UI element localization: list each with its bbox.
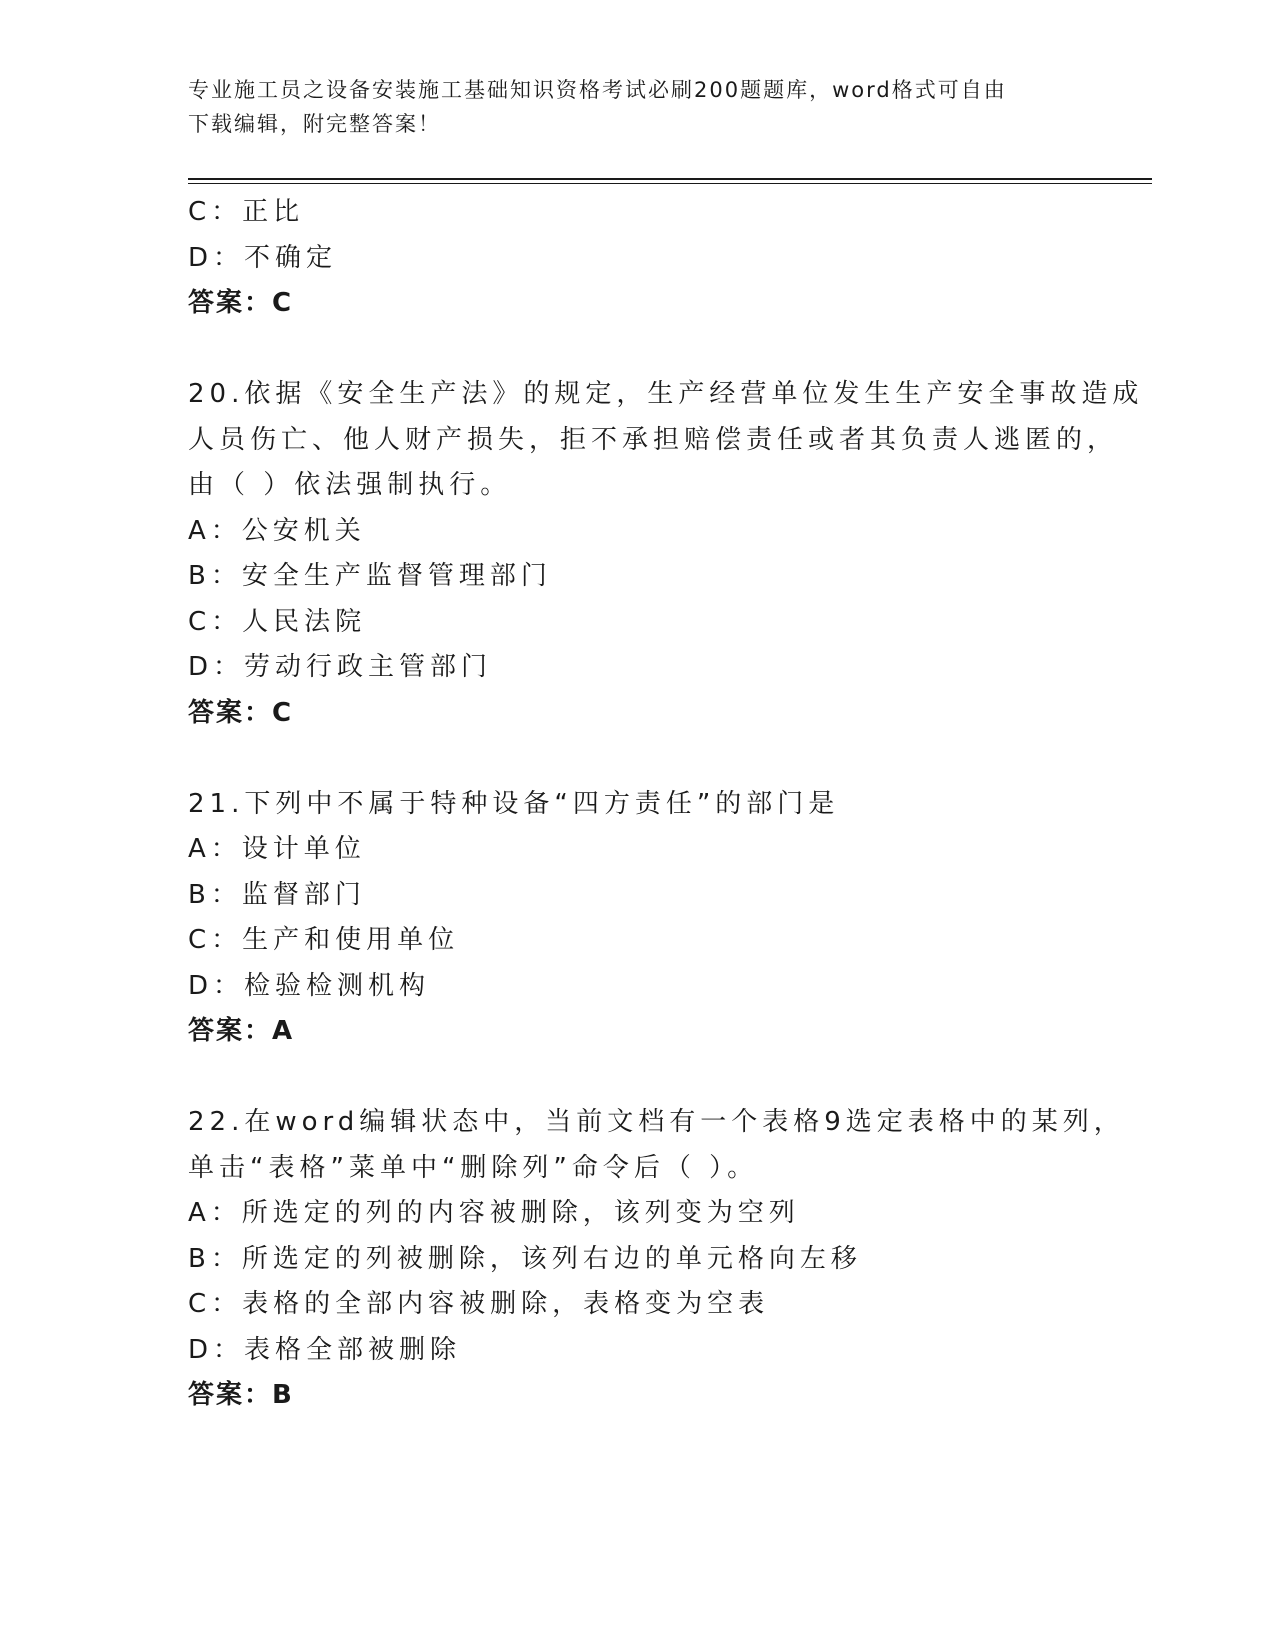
spacer (188, 1055, 1152, 1101)
option-a: A：设计单位 (188, 834, 366, 864)
question-21 (188, 782, 1152, 1055)
answer-line: 答案：B (188, 1380, 294, 1410)
answer-line: 答案：C (188, 697, 294, 728)
header-divider (188, 178, 1152, 180)
option-a: A：所选定的列的内容被删除，该列变为空列 (188, 1198, 800, 1228)
spacer (188, 736, 1152, 782)
option-b: B：安全生产监督管理部门 (188, 561, 552, 591)
question-text: 20.依据《安全生产法》的规定，生产经营单位发生生产安全事故造成 (188, 379, 1144, 409)
option-d: D：检验检测机构 (188, 970, 431, 1001)
answer-line: 答案：C (188, 288, 294, 318)
question-22 (188, 1100, 1152, 1419)
option-c: C：表格的全部内容被删除，表格变为空表 (188, 1289, 770, 1319)
option-d: D：劳动行政主管部门 (188, 652, 493, 682)
option-a: A：公安机关 (188, 515, 366, 546)
option-c: C：正比 (188, 197, 305, 227)
question-20 (188, 372, 1152, 736)
option-c: C：人民法院 (188, 606, 367, 637)
question-text: 由（ ）依法强制执行。 (188, 470, 512, 500)
option-b: B：监督部门 (188, 879, 366, 910)
header-line-2: 下载编辑，附完整答案！ (188, 112, 441, 136)
option-d: D：不确定 (188, 242, 338, 273)
option-c: C：生产和使用单位 (188, 925, 460, 955)
header-line-1: 专业施工员之设备安装施工基础知识资格考试必刷200题题库，word格式可自由 (188, 78, 1007, 102)
question-text: 人员伤亡、他人财产损失，拒不承担赔偿责任或者其负责人逃匿的， (188, 424, 1119, 455)
answer-line: 答案：A (188, 1016, 295, 1046)
header-divider-thin (188, 183, 1152, 184)
option-d: D：表格全部被删除 (188, 1334, 462, 1365)
question-text: 单击“表格”菜单中“删除列”命令后（ ）。 (188, 1152, 759, 1183)
document-header (188, 73, 1088, 141)
question-19-continued (188, 190, 1152, 327)
spacer (188, 327, 1152, 373)
question-list (188, 190, 1152, 1419)
question-text: 22.在word编辑状态中，当前文档有一个表格9选定表格中的某列， (188, 1107, 1125, 1137)
question-text: 21.下列中不属于特种设备“四方责任”的部门是 (188, 788, 840, 819)
option-b: B：所选定的列被删除，该列右边的单元格向左移 (188, 1243, 862, 1274)
